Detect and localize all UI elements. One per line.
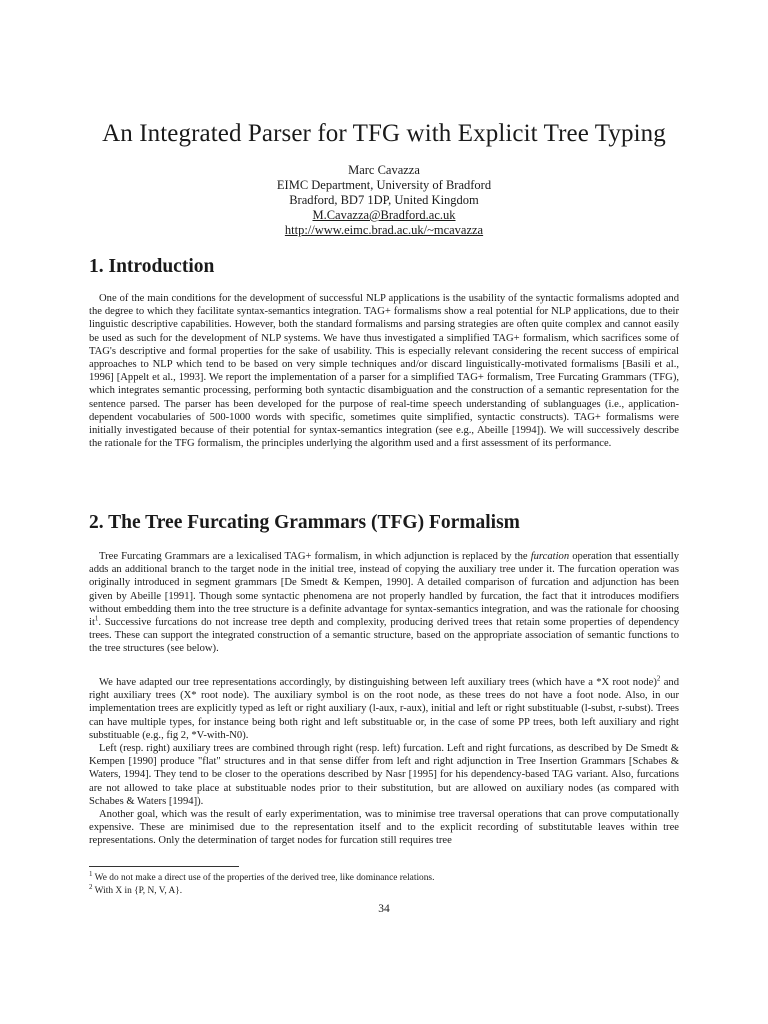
footnote-1 [89, 869, 679, 884]
paper-title: An Integrated Parser for TFG with Explicit Tree Typing [102, 120, 666, 147]
emphasis-furcation: furcation [530, 551, 570, 562]
footnote-divider [89, 866, 239, 867]
author-department: EIMC Department, University of Bradford [276, 178, 492, 192]
footnote-ref-1[interactable]: 1 [94, 614, 99, 623]
footnote-text-1: We do not make a direct use of the properties of the derived tree, like dominance relations. [92, 873, 435, 883]
footnote-mark-1: 1 [89, 869, 93, 878]
tfg-paragraph-3: Left (resp. right) auxiliary trees are combined through right (resp. left) furcation. Left and right furcations, as described by De Smedt & Kempen [1990] produce "flat" structures and in that sense differ from left and right adjunction in Tree Insertion Grammars [Schabes & Waters, 1994]. They tend to be closer to the operations described by Nasr [1995] for his dependency-based TAG variant. Also, furcations are not allowed to take place at substituable nodes prior to their substitution, but are allowed on auxiliary nodes (as compared with Schabes & Waters [1994]). [89, 743, 679, 807]
page-number: 34 [378, 903, 390, 915]
footnote-mark-2: 2 [89, 882, 93, 891]
author-homepage-link[interactable]: http://www.eimc.brad.ac.uk/~mcavazza [284, 223, 484, 237]
section-heading-tfg-formalism: 2. The Tree Furcating Grammars (TFG) Formalism [89, 512, 520, 533]
footnote-2 [89, 882, 679, 897]
author-email-link[interactable]: M.Cavazza@Bradford.ac.uk [312, 208, 456, 222]
text-run: We have adapted our tree representations accordingly, by distinguishing between left auxiliary trees (which have a *X root node) [99, 677, 657, 688]
author-name: Marc Cavazza [348, 163, 420, 177]
introduction-paragraph: One of the main conditions for the development of successful NLP applications is the usability of the syntactic formalisms adopted and the degree to which they facilitate syntax-semantics integration. TAG+ formalisms show a real potential for NLP applications, due to their linguistic descriptive capabilities. However, both the standard formalisms and parsing strategies are often quite complex and cannot easily be used as such for the development of NLP systems. We have thus investigated a simplified TAG+ formalism, which sacrifices some of TAG's descriptive and formal properties for the sake of usability. This is especially relevant considering the recent success of empirical approaches to NLP which tend to be based on very simple techniques and/or discard linguistically-motivated formalisms [Basili et al., 1996] [Appelt et al., 1993]. We report the implementation of a parser for a simplified TAG+ formalism, Tree Furcating Grammars (TFG), which integrates semantic processing, performing both syntactic disambiguation and the construction of a semantic representation for the sentence parsed. The parser has been developed for the purpose of real-time speech understanding of sublanguages (i.e., application-dependent vocabularies of 500-1000 words with specific, sometimes quite simplified, syntactic constructs). TAG+ formalisms were initially investigated because of their potential for syntax-semantics integration (see e.g., Abeille [1994]). We will successively describe the rationale for the TFG formalism, the principles underlying the algorithm used and a first assessment of its performance. [89, 293, 679, 450]
tfg-paragraph-1 [89, 550, 679, 656]
footnote-ref-2[interactable]: 2 [656, 674, 661, 683]
section-heading-introduction: 1. Introduction [89, 256, 215, 277]
tfg-paragraph-4: Another goal, which was the result of early experimentation, was to minimise tree traversal operations that can prove computationally expensive. These are minimised due to the representation itself and to the explicit recording of substitutable leaves within tree representations. Only the determination of target nodes for furcation still requires tree [89, 809, 679, 847]
text-run: and right auxiliary trees (X* root node). The auxiliary symbol is on the root node, as these trees do not have a foot node. Also, in our implementation trees are explicitly typed as left or right auxiliary (l-aux, r-aux), initial and left or right substituable (l-subst, r-subst). Trees can have multiple types, for instance being both right and left substituable or, in the case of some PP trees, both left auxiliary and right substituable (e.g., fig 2, *V-with-N0). [89, 677, 679, 741]
text-run: . Successive furcations do not increase tree depth and complexity, producing derived trees that retain some properties of dependency trees. These can support the integrated construction of a semantic structure, based on the appropriate association of semantic functions to the tree structures (see below). [89, 617, 679, 655]
author-block [0, 163, 768, 238]
text-run: Tree Furcating Grammars are a lexicalised TAG+ formalism, in which adjunction is replaced by the [99, 551, 531, 562]
text-run: operation that essentially adds an additional branch to the target node in the initial tree, instead of copying the auxiliary tree under it. The furcation operation was originally introduced in segment grammars [De Smedt & Kempen, 1990]. A detailed comparison of furcation and adjunction has been given by Abeille [1991]. Though some syntactic phenomena are not properly handled by furcation, the fact that it introduces modifiers without embedding them into the tree structure is a definite advantage for syntax-semantics integration, and was the rationale for choosing it [89, 551, 679, 629]
author-address: Bradford, BD7 1DP, United Kingdom [289, 193, 479, 207]
tfg-paragraph-2 [89, 676, 679, 742]
footnote-text-2: With X in {P, N, V, A}. [92, 886, 183, 896]
